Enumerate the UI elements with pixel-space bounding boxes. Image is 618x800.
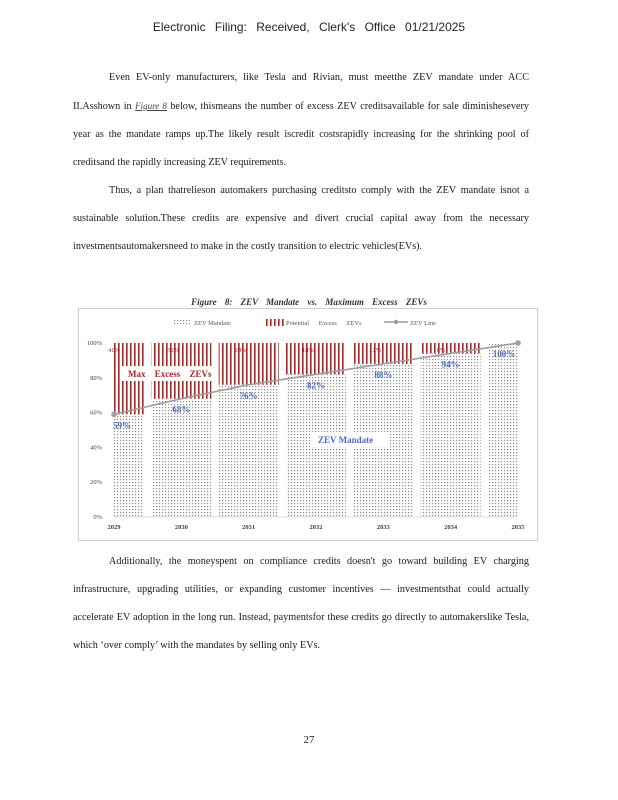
mandate-bar-2030 — [151, 399, 211, 517]
zev-chart — [78, 308, 538, 541]
zev-chart-svg — [78, 308, 538, 541]
mandate-label-2032: 82% — [307, 380, 325, 391]
excess-bar-2034 — [421, 343, 481, 353]
annotation-max-excess: Max Excess ZEVs — [128, 369, 212, 379]
x-tick-label-2032: 2032 — [309, 524, 323, 531]
legend-excess-label: Potential Excess ZEVs — [286, 320, 362, 327]
x-tick-label-2030: 2030 — [174, 524, 188, 531]
excess-label-2033: 12% — [369, 347, 382, 354]
paragraph-ev-manufacturers — [73, 64, 529, 261]
mandate-label-2030: 68% — [172, 404, 191, 415]
y-tick-label: 80% — [90, 374, 102, 382]
y-tick-label: 0% — [93, 514, 102, 521]
legend-mandate-label: ZEV Mandate — [194, 320, 231, 327]
mandate-label-2029: 59% — [113, 420, 131, 431]
figure-title: Figure 8: ZEV Mandate vs. Maximum Excess ZEVs — [191, 297, 427, 307]
excess-bar-2032 — [286, 343, 346, 374]
y-tick-label: 40% — [90, 444, 102, 452]
y-tick-label: 60% — [90, 409, 102, 417]
zev-line-point-2029 — [111, 412, 117, 418]
zev-line-point-2035 — [515, 340, 521, 346]
paragraph-1 — [73, 64, 529, 177]
paragraph-2: Thus, a plan thatrelieson automakers purchasing creditsto comply with the ZEV mandate isnot a sustainable solution.These credits are expensive and divert crucial capital away from the necessary investmentsautomakersneed to make in the costly transition to electric vehicles(EVs). — [73, 185, 529, 252]
mandate-label-2034: 94% — [441, 359, 460, 370]
mandate-bar-2035 — [488, 343, 518, 517]
mandate-label-2033: 88% — [374, 369, 393, 380]
excess-label-2032: 18% — [302, 347, 314, 354]
mandate-label-2031: 76% — [239, 390, 258, 401]
excess-label-2030: 32% — [167, 347, 180, 354]
filing-header: Electronic Filing: Received, Clerk's Office 01/21/2025 — [152, 20, 466, 34]
figure-8-link[interactable]: Figure 8 — [135, 101, 167, 111]
mandate-label-2035: 100% — [492, 349, 516, 359]
x-tick-label-2034: 2034 — [444, 524, 458, 531]
x-tick-label-2035: 2035 — [511, 524, 525, 531]
x-tick-label-2029: 2029 — [107, 524, 121, 531]
legend-line-label: ZEV Line — [410, 320, 437, 327]
excess-label-2029: 41% — [108, 347, 120, 354]
paragraph-1-lead: Even EV-only manufacturers, like Tesla and Rivian, must meetthe ZEV mandate under ACC II.Asshown in — [73, 72, 529, 112]
legend-mandate-swatch — [174, 319, 190, 325]
legend-line-marker — [394, 320, 398, 324]
paragraph-1-rest: below, thismeans the number of excess ZEV creditsavailable for sale diminishesevery year as the mandate ramps up.The likely result iscredit costsrapidly increasing for the shrinking pool of creditsand the rapidly increasing ZEV requirements. — [73, 101, 529, 168]
paragraph-3: Additionally, the moneyspent on compliance credits doesn't go toward building EV charging infrastructure, upgrading utilities, or expanding customer incentives — investmentsthat could actually accelerate EV adoption in the long run. Instead, paymentsfor these credits go directly to automakerslike Tesla, which ‘over comply’ with the mandates by selling only EVs. — [73, 556, 529, 651]
excess-bar-2031 — [219, 343, 279, 385]
y-tick-label: 20% — [90, 479, 102, 487]
mandate-bar-2031 — [219, 385, 279, 517]
x-tick-label-2033: 2033 — [376, 524, 390, 531]
annotation-zev-mandate: ZEV Mandate — [318, 435, 374, 445]
mandate-bar-2034 — [421, 353, 481, 517]
excess-label-2034: 6% — [436, 347, 446, 354]
y-tick-label: 100% — [86, 340, 102, 347]
excess-label-2031: 24% — [234, 347, 247, 354]
paragraph-additionally — [73, 548, 529, 660]
page-number: 27 — [303, 734, 315, 746]
legend-excess-swatch — [264, 319, 284, 326]
x-tick-label-2031: 2031 — [242, 524, 256, 531]
